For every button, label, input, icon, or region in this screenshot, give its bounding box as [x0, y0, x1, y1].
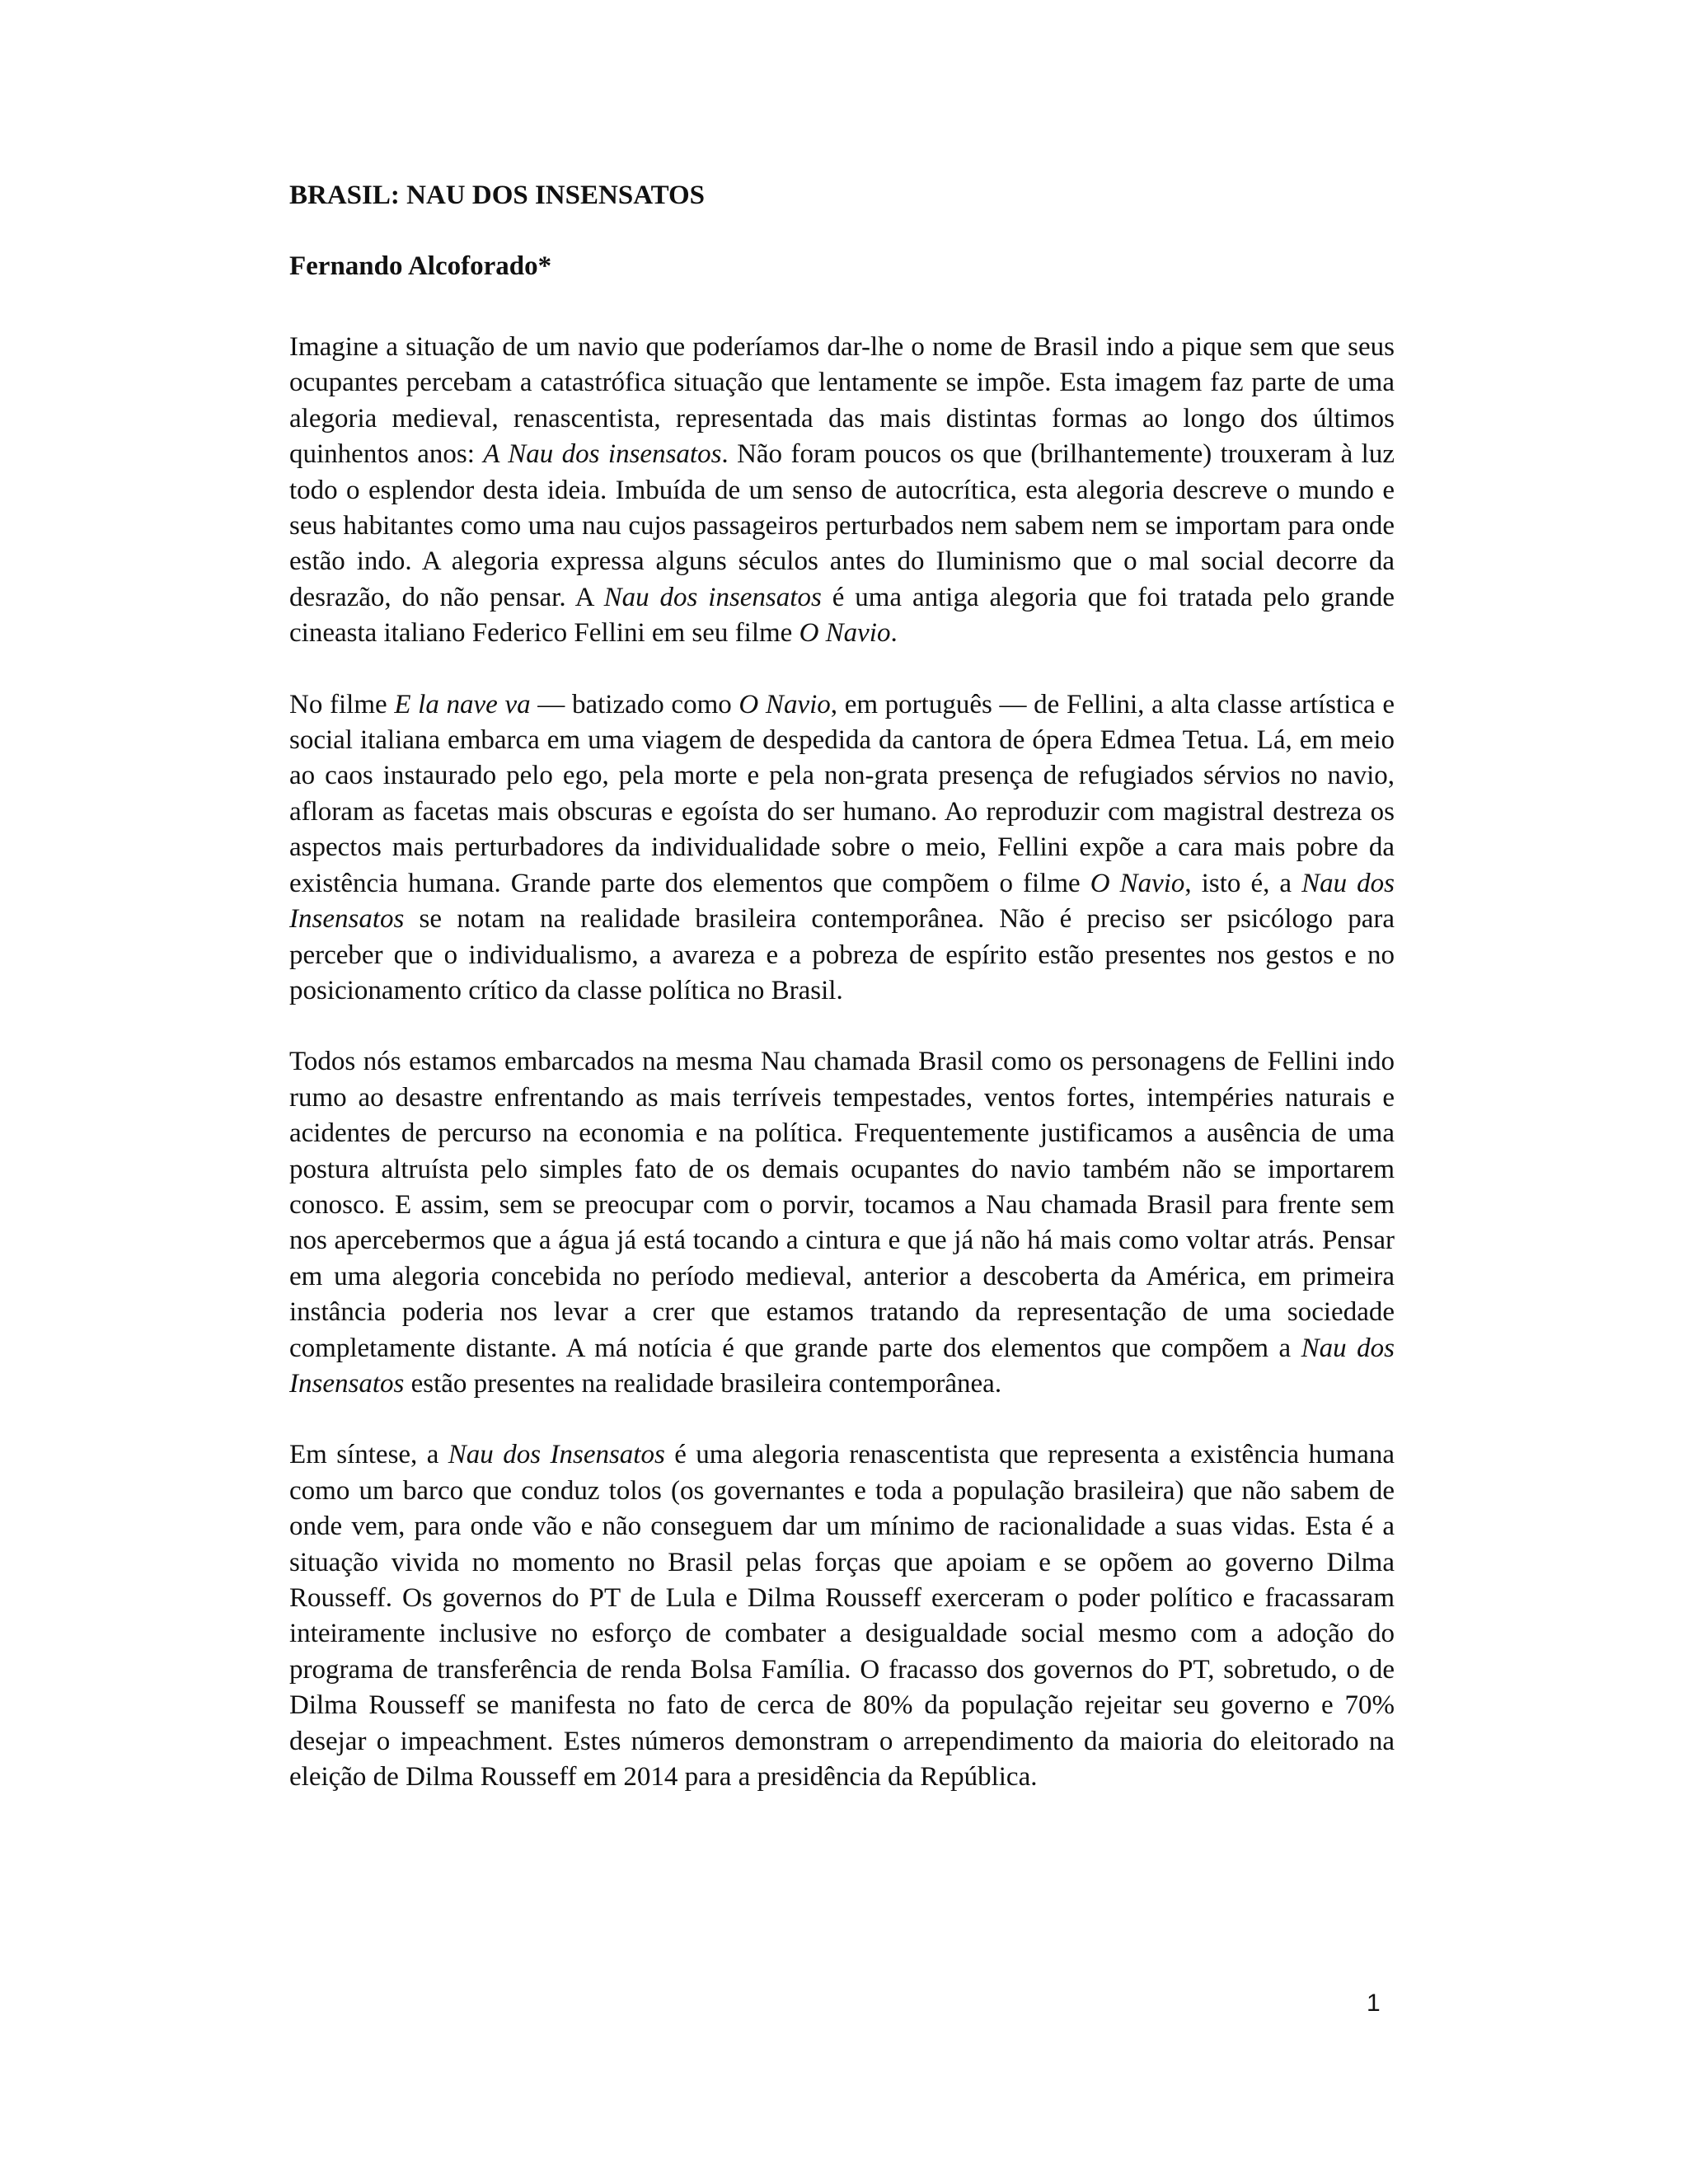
article-body	[289, 330, 1395, 1795]
italic-title-text: Nau dos Insensatos	[448, 1440, 665, 1470]
paragraph-text: Em síntese, a	[289, 1440, 448, 1470]
paragraph-text: , em português — de Fellini, a alta classe artística e social italiana embarca em uma viagem de despedida da cantora de ópera Edmea Tetua. Lá, em meio ao caos instaurado pelo ego, pela morte e pela non-grata presença de refugiados sérvios no navio, afloram as facetas mais obscuras e egoísta do ser humano. Ao reproduzir com magistral destreza os aspectos mais perturbadores da individualidade sobre o meio, Fellini expõe a cara mais pobre da existência humana. Grande parte dos elementos que compõem o filme	[289, 689, 1395, 898]
paragraph-text: Imagine a situação de um navio que poderíamos dar-lhe o nome de Brasil indo a pique sem que seus ocupantes percebam a catastrófica situação que lentamente se impõe. Esta imagem faz parte de uma alegoria medieval, renascentista, representada das mais distintas formas ao longo dos últimos quinhentos anos:	[289, 332, 1395, 470]
paragraph-text: estão presentes na realidade brasileira contemporânea.	[404, 1368, 1002, 1399]
paragraph-text: .	[890, 618, 898, 649]
paragraph-3	[289, 1044, 1395, 1402]
italic-title-text: A Nau dos insensatos	[483, 439, 722, 470]
italic-title-text: Nau dos Insensatos	[289, 868, 1395, 935]
paragraph-4	[289, 1437, 1395, 1795]
paragraph-text: é uma alegoria renascentista que representa a existência humana como um barco que conduz tolos (os governantes e toda a população brasileira) que não sabem de onde vem, para onde vão e não conseguem dar um mínimo de racionalidade a suas vidas. Esta é a situação vivida no momento no Brasil pelas forças que apoiam e se opõem ao governo Dilma Rousseff. Os governos do PT de Lula e Dilma Rousseff exerceram o poder político e fracassaram inteiramente inclusive no esforço de combater a desigualdade social mesmo com a adoção do programa de transferência de renda Bolsa Família. O fracasso dos governos do PT, sobretudo, o de Dilma Rousseff se manifesta no fato de cerca de 80% da população rejeitar seu governo e 70% desejar o impeachment. Estes números demonstram o arrependimento da maioria do eleitorado na eleição de Dilma Rousseff em 2014 para a presidência da República.	[289, 1440, 1395, 1793]
paragraph-text: — batizado como	[530, 689, 739, 719]
italic-title-text: O Navio	[799, 618, 891, 649]
document-title: BRASIL: NAU DOS INSENSATOS	[289, 180, 706, 210]
paragraph-1	[289, 330, 1395, 652]
author-name: Fernando Alcoforado*	[289, 251, 552, 281]
paragraph-2	[289, 687, 1395, 1010]
paragraph-text: se notam na realidade brasileira contemporânea. Não é preciso ser psicólogo para perceber que o individualismo, a avareza e a pobreza de espírito estão presentes nos gestos e no posicionamento crítico da classe política no Brasil.	[289, 904, 1395, 1005]
italic-title-text: O Navio	[738, 689, 831, 719]
paragraph-text: No filme	[289, 689, 395, 719]
document-page	[289, 177, 1395, 1830]
paragraph-text: Todos nós estamos embarcados na mesma Nau chamada Brasil como os personagens de Fellini indo rumo ao desastre enfrentando as mais terríveis tempestades, ventos fortes, intempéries naturais e acidentes de percurso na economia e na política. Frequentemente justificamos a ausência de uma postura altruísta pelo simples fato de os demais ocupantes do navio também não se importarem conosco. E assim, sem se preocupar com o porvir, tocamos a Nau chamada Brasil para frente sem nos apercebermos que a água já está tocando a cintura e que já não há mais como voltar atrás. Pensar em uma alegoria concebida no período medieval, anterior a descoberta da América, em primeira instância poderia nos levar a crer que estamos tratando da representação de uma sociedade completamente distante. A má notícia é que grande parte dos elementos que compõem a	[289, 1047, 1395, 1363]
paragraph-text: . Não foram poucos os que (brilhantemente) trouxeram à luz todo o esplendor desta ideia. Imbuída de um senso de autocrítica, esta alegoria descreve o mundo e seus habitantes como uma nau cujos passageiros perturbados nem sabem nem se importam para onde estão indo. A alegoria expressa alguns séculos antes do Iluminismo que o mal social decorre da desrazão, do não pensar. A	[289, 439, 1395, 612]
italic-title-text: Nau dos Insensatos	[289, 1333, 1395, 1399]
italic-title-text: Nau dos insensatos	[603, 582, 822, 612]
paragraph-text: , isto é, a	[1184, 868, 1302, 898]
italic-title-text: O Navio	[1090, 868, 1185, 898]
italic-title-text: E la nave va	[394, 689, 531, 719]
paragraph-text: é uma antiga alegoria que foi tratada pelo grande cineasta italiano Federico Fellini em seu filme	[289, 582, 1395, 649]
page-number: 1	[1367, 1990, 1381, 2017]
